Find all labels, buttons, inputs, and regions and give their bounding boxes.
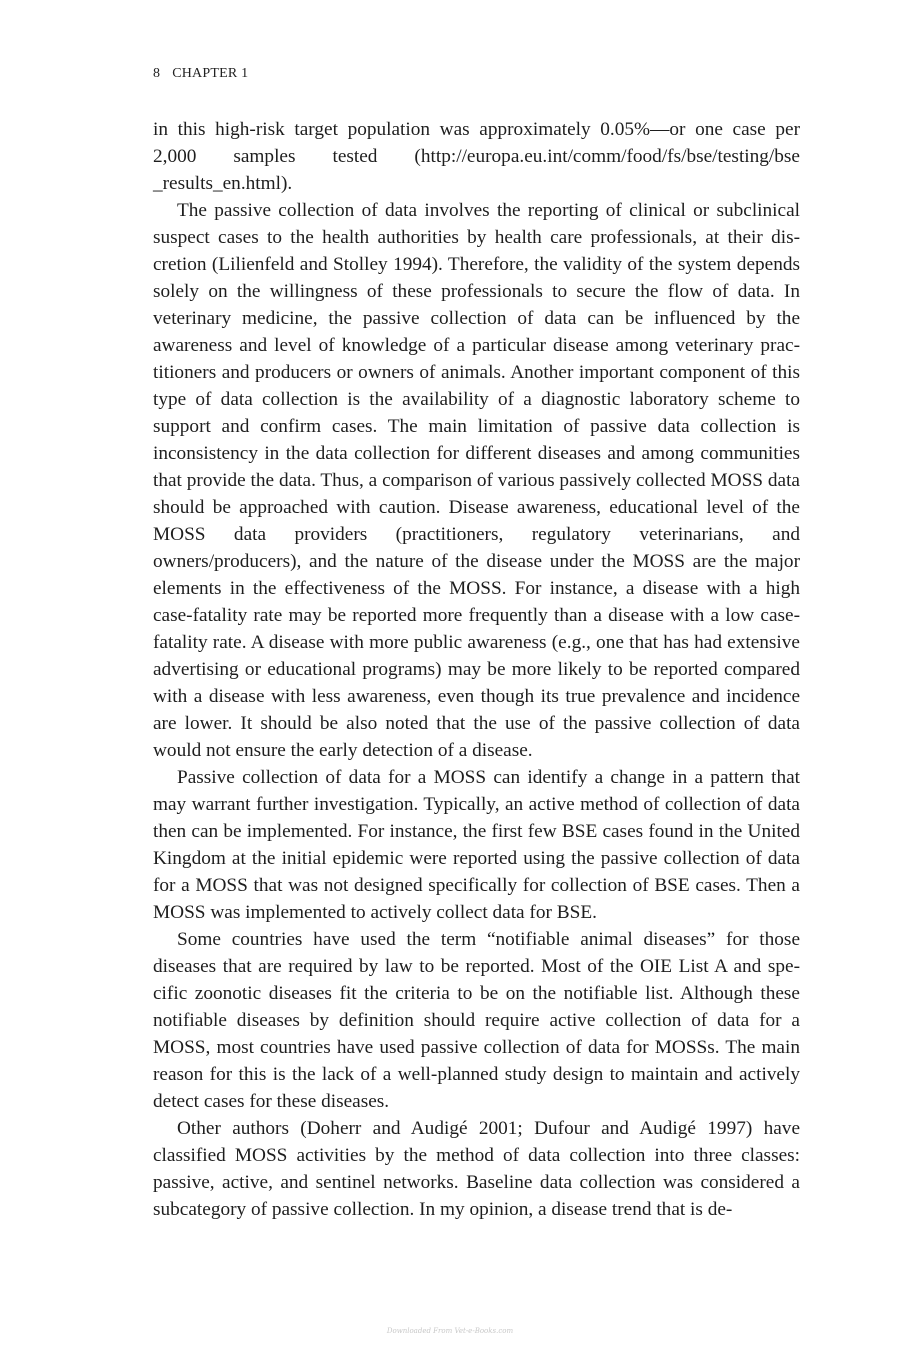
running-head [153,66,248,82]
paragraph-moss-classes: Other authors (Doherr and Audigé 2001; Dufour and Audigé 1997) have classified MOSS activities by the method of data collection into three classes: passive, active, and sentinel networks. Baseline data collection was considered a subcategory of passive collection. In my opinion, a disease trend that is de- [153,1118,800,1220]
body-text [153,116,800,1223]
paragraph-pattern-change: Passive collection of data for a MOSS can identify a change in a pattern that may warrant further investigation. Typically, an active method of collection of data then can be implemented. For instance, the first few BSE cases found in the United Kingdom at the initial epidemic were reported using the passive collection of data for a MOSS that was not designed specifically for collection of BSE cases. Then a MOSS was implemented to actively collect data for BSE. [153,767,800,923]
paragraph-passive-collection: The passive collection of data involves the reporting of clinical or subclinical suspect cases to the health authorities by health care professionals, at their discretion (Lilienfeld and Stolley 1994). Therefore, the validity of the system depends solely on the willingness of these professionals to secure the flow of data. In veterinary medicine, the passive collection of data can be influenced by the awareness and level of knowledge of a particular disease among veterinary practitioners and producers or owners of animals. Another important component of this type of data collection is the availability of a diagnostic laboratory scheme to support and confirm cases. The main limitation of passive data collection is inconsistency in the data collection for different diseases and among communities that provide the data. Thus, a comparison of various passively collected MOSS data should be approached with caution. Disease awareness, educational level of the MOSS data providers (practitioners, regulatory veterinarians, and owners/producers), and the nature of the disease under the MOSS are the major elements in the effectiveness of the MOSS. For instance, a disease with a high case-fatality rate may be reported more frequently than a disease with a low case-fatality rate. A disease with more public awareness (e.g., one that has had extensive advertising or educational programs) may be more likely to be reported compared with a disease with less awareness, even though its true prevalence and incidence are lower. It should be also noted that the use of the passive collection of data would not ensure the early detection of a disease. [153,200,800,761]
page-number: 8 [153,66,161,81]
footer-watermark: Downloaded From Vet-e-Books.com [386,1327,514,1335]
paragraph-continued: in this high-risk target population was approximately 0.05%—or one case per 2,000 samples tested (http://europa.eu.int/comm/food/fs/bse/testing/bse _results_en.html). [153,119,800,194]
chapter-label: CHAPTER 1 [172,66,249,81]
paragraph-notifiable-diseases: Some countries have used the term “notifiable animal diseases” for those diseases that are required by law to be reported. Most of the OIE List A and specific zoonotic diseases fit the criteria to be on the notifiable list. Although these notifiable diseases by definition should require active collection of data for a MOSS, most countries have used passive collection of data for MOSSs. The main reason for this is the lack of a well-planned study design to maintain and actively detect cases for these diseases. [153,929,800,1112]
